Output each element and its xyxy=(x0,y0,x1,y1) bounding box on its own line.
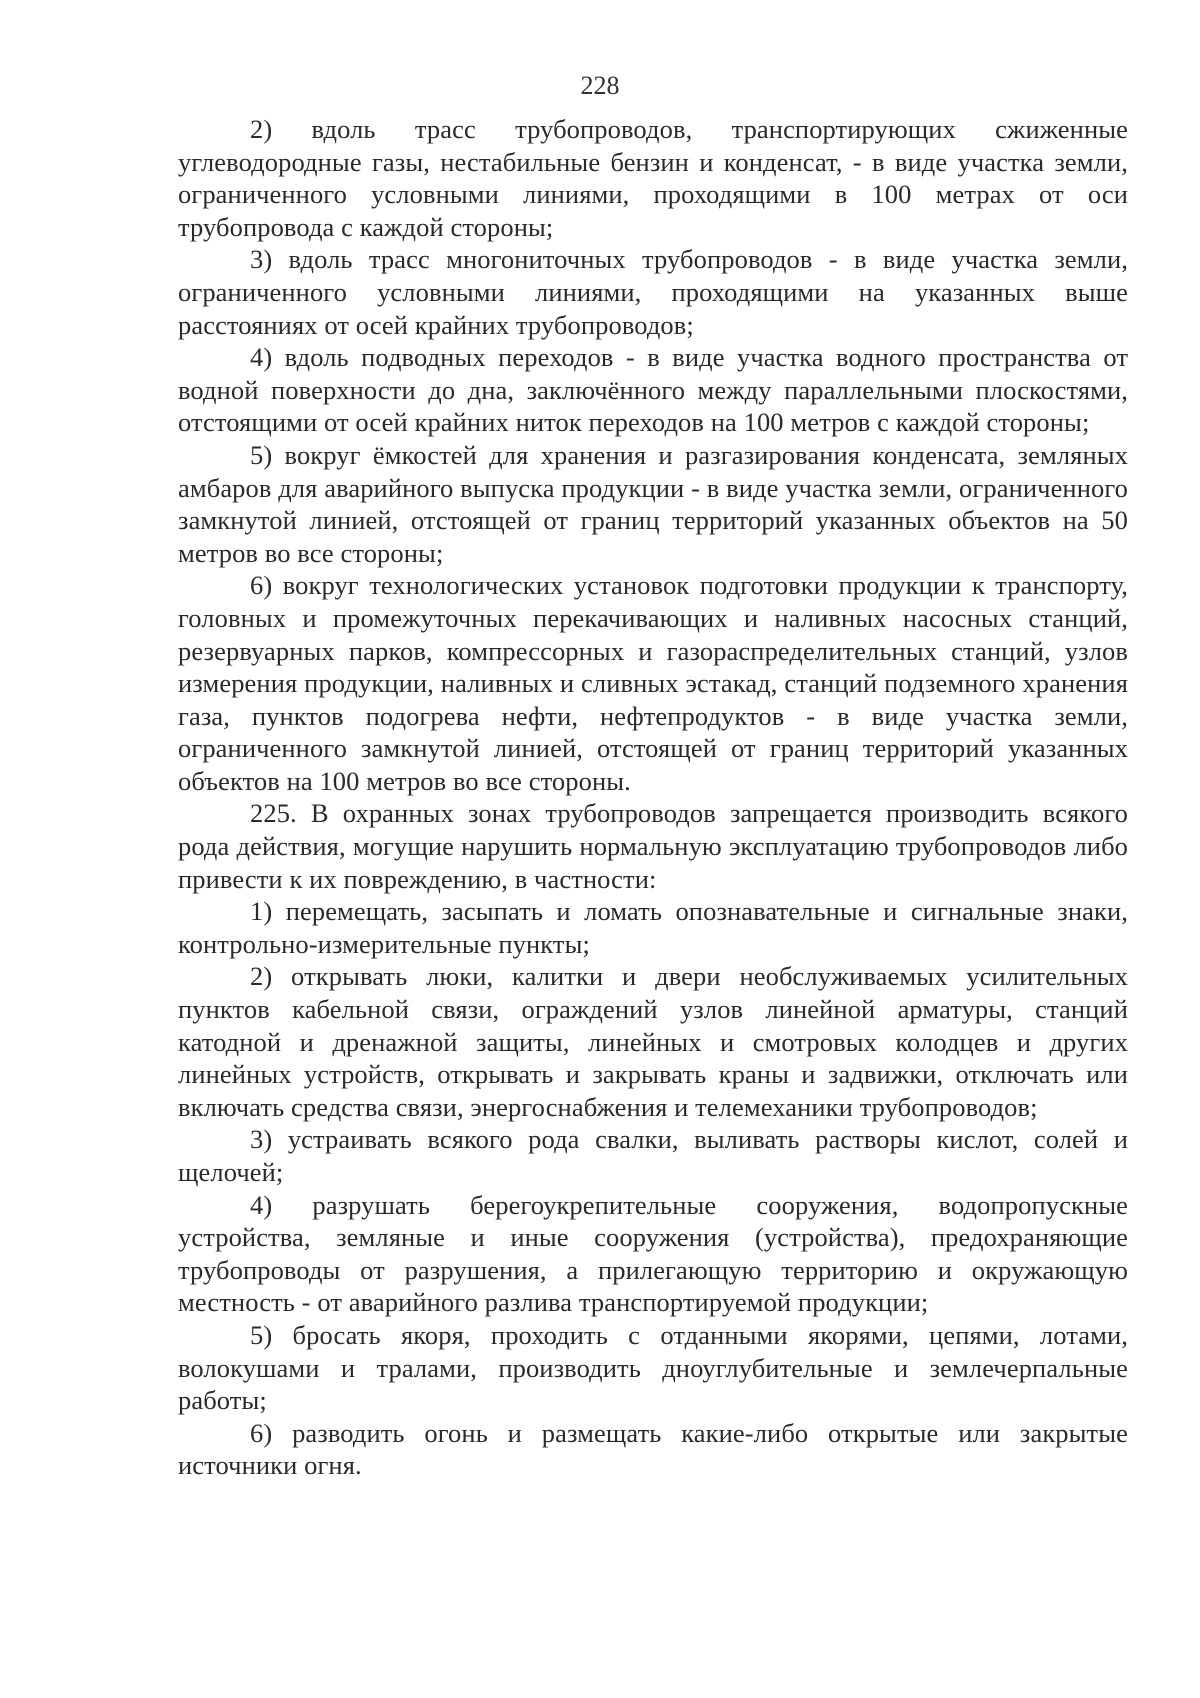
paragraph-prohibition-6: 6) разводить огонь и размещать какие-либо открытые или закрытые источники огня. xyxy=(178,1417,1128,1481)
paragraph-item-4: 4) вдоль подводных переходов - в виде участка водного пространства от водной поверхности до дна, заключённого между параллельными плоскостями, отстоящими от осей крайних ниток переходов на 100 метров с каждой стороны; xyxy=(178,342,1128,438)
paragraph-section-225: 225. В охранных зонах трубопроводов запрещается производить всякого рода действия, могущие нарушить нормальную эксплуатацию трубопроводов либо привести к их повреждению, в частности: xyxy=(178,798,1128,894)
paragraph-prohibition-2: 2) открывать люки, калитки и двери необслуживаемых усилительных пунктов кабельной связи, ограждений узлов линейной арматуры, станций катодной и дренажной защиты, линейных и смотровых колодцев и других линейных устройств, открывать и закрывать краны и задвижки, отключать или включать средства связи, энергоснабжения и телемеханики трубопроводов; xyxy=(178,961,1128,1122)
paragraph-prohibition-4: 4) разрушать берегоукрепительные сооружения, водопропускные устройства, земляные и иные сооружения (устройства), предохраняющие трубопроводы от разрушения, а прилегающую территорию и окружающую местность - от аварийного разлива транспортируемой продукции; xyxy=(178,1189,1128,1318)
paragraph-prohibition-3: 3) устраивать всякого рода свалки, выливать растворы кислот, солей и щелочей; xyxy=(178,1124,1128,1187)
paragraph-item-2: 2) вдоль трасс трубопроводов, транспортирующих сжиженные углеводородные газы, нестабильные бензин и конденсат, - в виде участка земли, ограниченного условными линиями, проходящими в 100 метрах от оси трубопровода с каждой стороны; xyxy=(178,114,1128,242)
paragraph-prohibition-1: 1) перемещать, засыпать и ломать опознавательные и сигнальные знаки, контрольно-измерительные пункты; xyxy=(178,896,1128,959)
paragraph-prohibition-5: 5) бросать якоря, проходить с отданными якорями, цепями, лотами, волокушами и тралами, производить дноуглубительные и землечерпальные работы; xyxy=(178,1319,1128,1416)
page-number: 228 xyxy=(580,71,620,100)
paragraph-item-3: 3) вдоль трасс многониточных трубопроводов - в виде участка земли, ограниченного условными линиями, проходящими на указанных выше расстояниях от осей крайних трубопроводов; xyxy=(178,244,1128,340)
paragraph-item-5: 5) вокруг ёмкостей для хранения и разгазирования конденсата, земляных амбаров для аварийного выпуска продукции - в виде участка земли, ограниченного замкнутой линией, отстоящей от границ территорий указанных объектов на 50 метров во все стороны; xyxy=(178,439,1128,568)
document-body xyxy=(178,113,1128,1482)
paragraph-item-6: 6) вокруг технологических установок подготовки продукции к транспорту, головных и промежуточных перекачивающих и наливных насосных станций, резервуарных парков, компрессорных и газораспределительных станций, узлов измерения продукции, наливных и сливных эстакад, станций подземного хранения газа, пунктов подогрева нефти, нефтепродуктов - в виде участка земли, ограниченного замкнутой линией, отстоящей от границ территорий указанных объектов на 100 метров во все стороны. xyxy=(178,570,1128,796)
